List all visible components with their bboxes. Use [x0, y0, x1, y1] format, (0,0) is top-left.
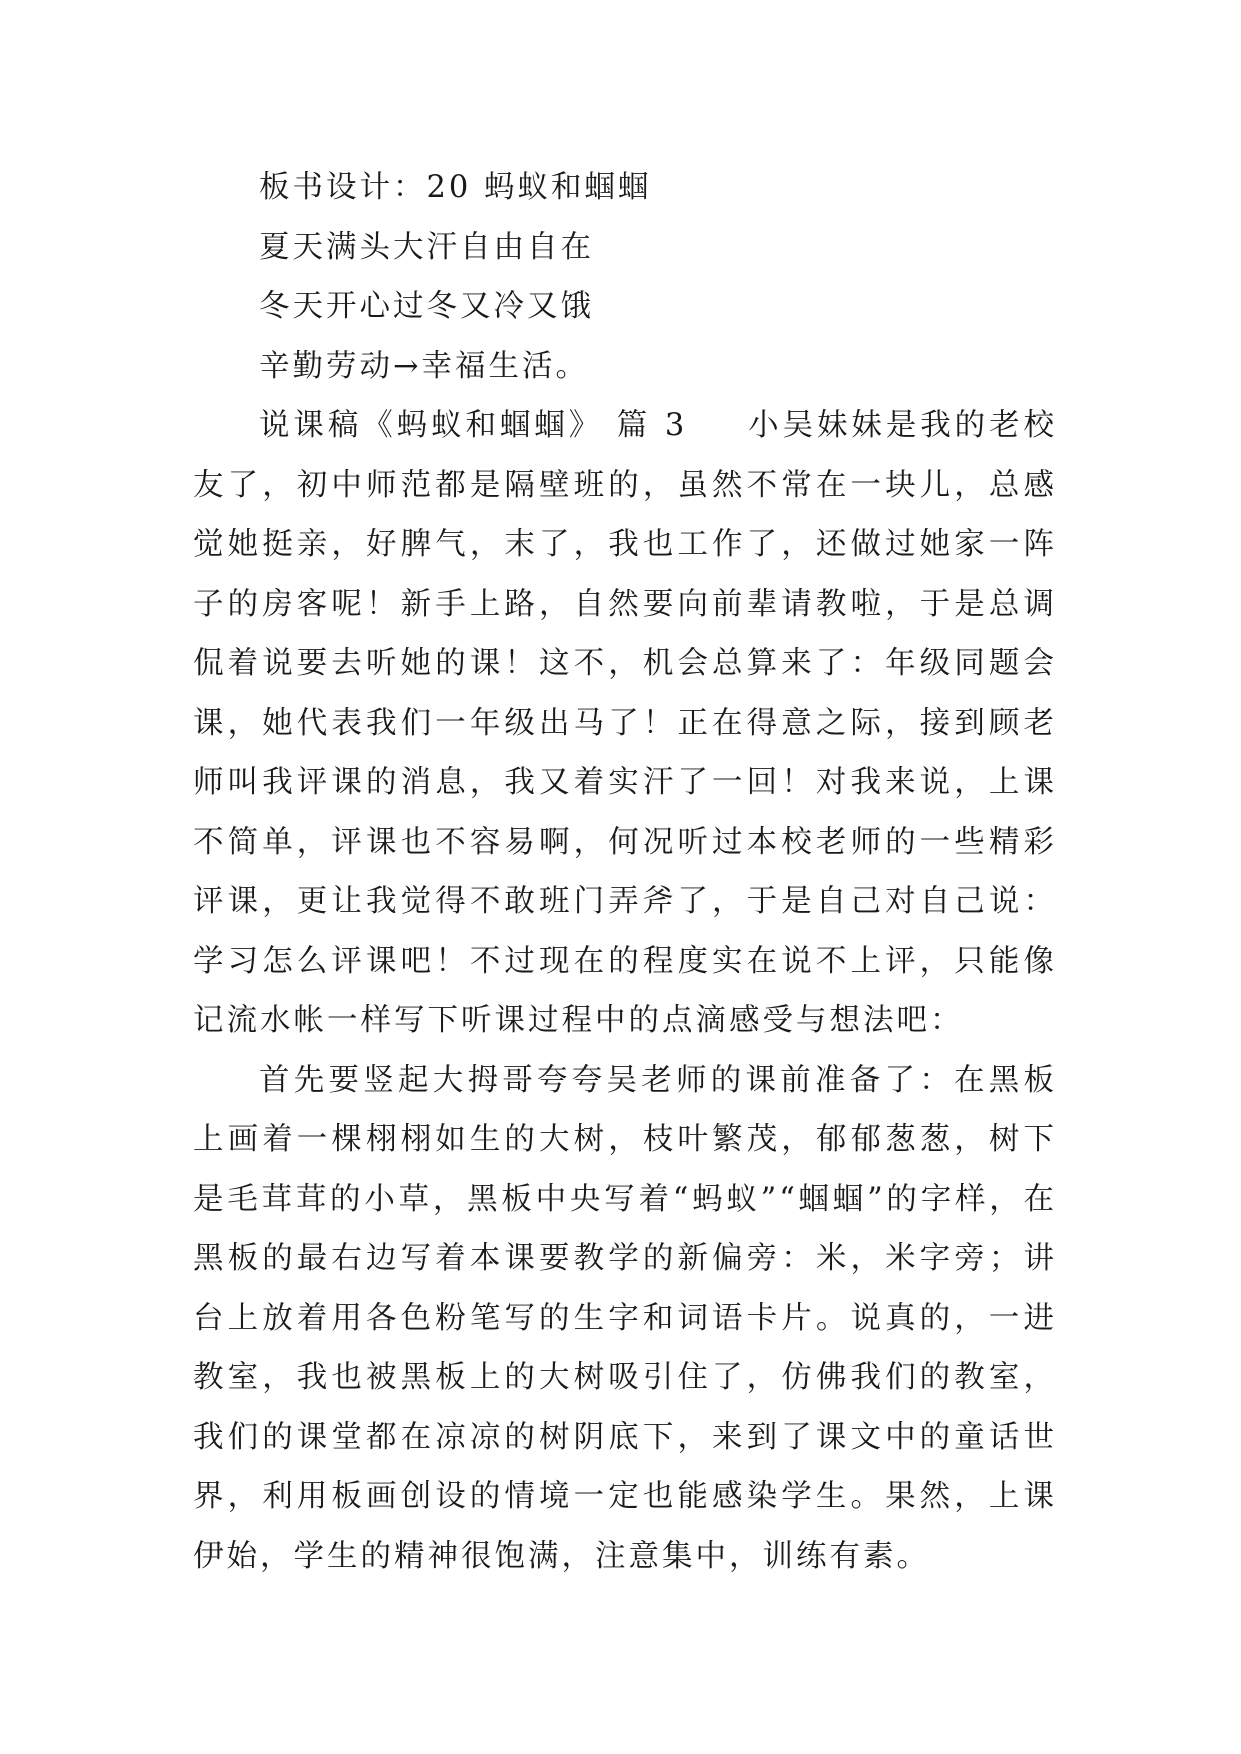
board-design-line: 冬天开心过冬又冷又饿	[259, 289, 594, 324]
section-heading: 说课稿《蚂蚁和蝈蝈》 篇 3	[259, 408, 688, 443]
board-design-title: 板书设计：20 蚂蚁和蝈蝈	[259, 170, 652, 205]
document-body	[193, 158, 1057, 1586]
paragraph-text: 小吴妹妹是我的老校友了，初中师范都是隔壁班的，虽然不常在一块儿，总感觉她挺亲，好脾气，末了，我也工作了，还做过她家一阵子的房客呢！新手上路，自然要向前辈请教啦，于是总调侃着说要去听她的课！这不，机会总算来了：年级同题会课，她代表我们一年级出马了！正在得意之际，接到顾老师叫我评课的消息，我又着实汗了一回！对我来说，上课不简单，评课也不容易啊，何况听过本校老师的一些精彩评课，更让我觉得不敢班门弄斧了，于是自己对自己说：学习怎么评课吧！不过现在的程度实在说不上评，只能像记流水帐一样写下听课过程中的点滴感受与想法吧：	[193, 408, 1057, 1038]
board-design-line: 辛勤劳动→幸福生活。	[259, 348, 590, 384]
section-paragraph	[193, 396, 1057, 1051]
board-design-line: 夏天满头大汗自由自在	[259, 229, 594, 265]
body-paragraph: 首先要竖起大拇哥夸夸吴老师的课前准备了：在黑板上画着一棵栩栩如生的大树，枝叶繁茂，郁郁葱葱，树下是毛茸茸的小草，黑板中央写着“蚂蚁”“蝈蝈”的字样，在黑板的最右边写着本课要教学的新偏旁：米，米字旁；讲台上放着用各色粉笔写的生字和词语卡片。说真的，一进教室，我也被黑板上的大树吸引住了，仿佛我们的教室，我们的课堂都在凉凉的树阴底下，来到了课文中的童话世界，利用板画创设的情境一定也能感染学生。果然，上课伊始，学生的精神很饱满，注意集中，训练有素。	[193, 1062, 1057, 1574]
